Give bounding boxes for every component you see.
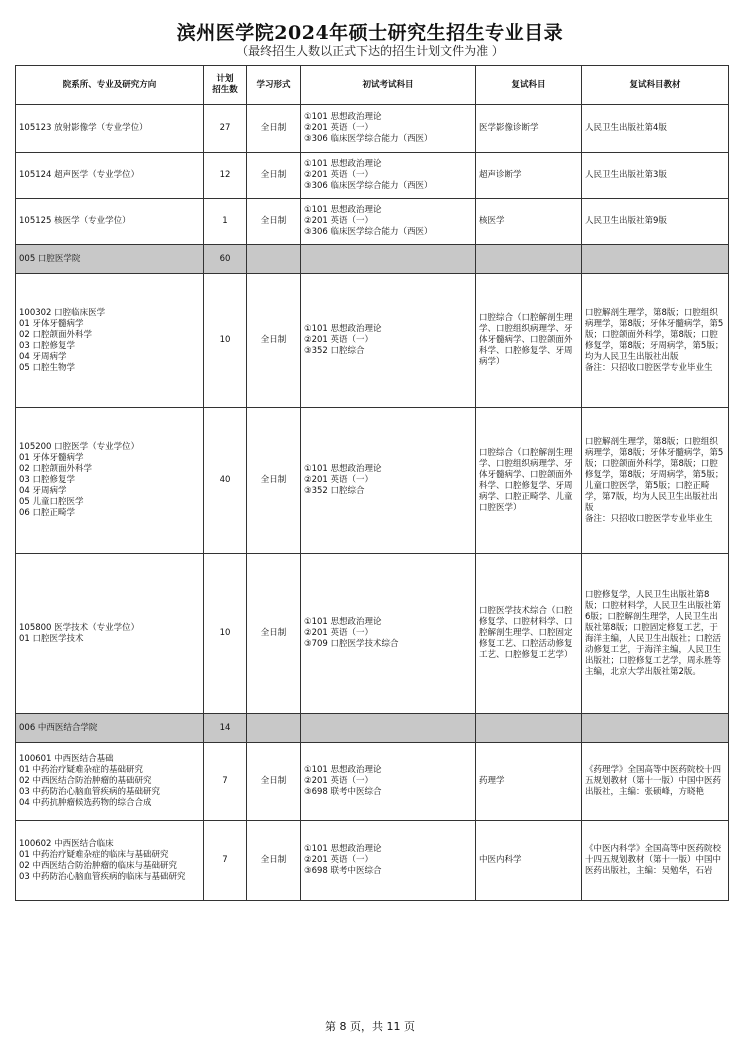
page-subtitle: （最终招生人数以正式下达的招生计划文件为准 ） [236, 44, 504, 58]
cell-dept: 105800 医学技术（专业学位） 01 口腔医学技术 [16, 554, 204, 714]
cell-exam: ①101 思想政治理论 ②201 英语（一） ③352 口腔综合 [301, 274, 476, 408]
cell-plan: 10 [204, 554, 247, 714]
table-row [16, 821, 729, 901]
cell-retest: 超声诊断学 [476, 153, 582, 199]
cell-retest: 中医内科学 [476, 821, 582, 901]
section-row [16, 714, 729, 743]
section-empty [301, 245, 476, 274]
cell-exam: ①101 思想政治理论 ②201 英语（一） ③698 联考中医综合 [301, 821, 476, 901]
cell-retest: 口腔综合（口腔解剖生理学、口腔组织病理学、牙体牙髓病学、口腔颌面外科学、口腔修复学、牙周病学、口腔正畸学、儿童口腔医学） [476, 408, 582, 554]
table-row [16, 105, 729, 153]
cell-mode: 全日制 [247, 554, 301, 714]
table-row [16, 743, 729, 821]
header-dept: 院系所、专业及研究方向 [16, 66, 204, 105]
header-books: 复试科目教材 [582, 66, 729, 105]
cell-retest: 核医学 [476, 199, 582, 245]
cell-books: 人民卫生出版社第4版 [582, 105, 729, 153]
section-empty [247, 245, 301, 274]
section-empty [301, 714, 476, 743]
cell-retest: 药理学 [476, 743, 582, 821]
cell-dept: 105125 核医学（专业学位） [16, 199, 204, 245]
section-dept: 005 口腔医学院 [16, 245, 204, 274]
section-plan: 60 [204, 245, 247, 274]
cell-exam: ①101 思想政治理论 ②201 英语（一） ③698 联考中医综合 [301, 743, 476, 821]
cell-dept: 100302 口腔临床医学 01 牙体牙髓病学 02 口腔颌面外科学 03 口腔修复学 04 牙周病学 05 口腔生物学 [16, 274, 204, 408]
cell-plan: 7 [204, 821, 247, 901]
cell-mode: 全日制 [247, 743, 301, 821]
table-row [16, 554, 729, 714]
cell-exam: ①101 思想政治理论 ②201 英语（一） ③709 口腔医学技术综合 [301, 554, 476, 714]
section-empty [476, 714, 582, 743]
cell-dept: 100602 中西医结合临床 01 中药治疗疑难杂症的临床与基础研究 02 中西医结合防治肿瘤的临床与基础研究 03 中药防治心脑血管疾病的临床与基础研究 [16, 821, 204, 901]
cell-mode: 全日制 [247, 199, 301, 245]
header-exam: 初试考试科目 [301, 66, 476, 105]
cell-exam: ①101 思想政治理论 ②201 英语（一） ③306 临床医学综合能力（西医） [301, 105, 476, 153]
header-plan: 计划 招生数 [204, 66, 247, 105]
section-plan: 14 [204, 714, 247, 743]
cell-mode: 全日制 [247, 408, 301, 554]
section-empty [582, 714, 729, 743]
cell-plan: 12 [204, 153, 247, 199]
cell-exam: ①101 思想政治理论 ②201 英语（一） ③306 临床医学综合能力（西医） [301, 153, 476, 199]
cell-books: 口腔解剖生理学，第8版；口腔组织病理学，第8版；牙体牙髓病学，第5版；口腔颌面外科学，第8版；口腔修复学，第8版；牙周病学，第5版；儿童口腔医学，第5版；口腔正畸学，第7版，均为人民卫生出版社出版 备注：只招收口腔医学专业毕业生 [582, 408, 729, 554]
cell-plan: 27 [204, 105, 247, 153]
section-empty [247, 714, 301, 743]
section-empty [476, 245, 582, 274]
page-footer: 第 8 页，共 11 页 [325, 1020, 415, 1033]
cell-plan: 40 [204, 408, 247, 554]
cell-mode: 全日制 [247, 274, 301, 408]
cell-exam: ①101 思想政治理论 ②201 英语（一） ③352 口腔综合 [301, 408, 476, 554]
cell-books: 《中医内科学》全国高等中医药院校十四五规划教材（第十一版）中国中医药出版社，主编：吴勉华，石岩 [582, 821, 729, 901]
section-dept: 006 中西医结合学院 [16, 714, 204, 743]
cell-books: 人民卫生出版社第9版 [582, 199, 729, 245]
cell-mode: 全日制 [247, 153, 301, 199]
header-mode: 学习形式 [247, 66, 301, 105]
cell-retest: 口腔医学技术综合（口腔修复学、口腔材料学、口腔解剖生理学、口腔固定修复工艺、口腔活动修复工艺、口腔修复工艺学） [476, 554, 582, 714]
cell-mode: 全日制 [247, 821, 301, 901]
table-header-row [16, 66, 729, 105]
cell-dept: 100601 中西医结合基础 01 中药治疗疑难杂症的基础研究 02 中西医结合防治肿瘤的基础研究 03 中药防治心脑血管疾病的基础研究 04 中药抗肿瘤候选药物的综合合成 [16, 743, 204, 821]
cell-retest: 医学影像诊断学 [476, 105, 582, 153]
catalog-table [15, 65, 729, 901]
cell-dept: 105200 口腔医学（专业学位） 01 牙体牙髓病学 02 口腔颌面外科学 03 口腔修复学 04 牙周病学 05 儿童口腔医学 06 口腔正畸学 [16, 408, 204, 554]
cell-mode: 全日制 [247, 105, 301, 153]
cell-plan: 7 [204, 743, 247, 821]
header-retest: 复试科目 [476, 66, 582, 105]
cell-dept: 105123 放射影像学（专业学位） [16, 105, 204, 153]
cell-exam: ①101 思想政治理论 ②201 英语（一） ③306 临床医学综合能力（西医） [301, 199, 476, 245]
cell-dept: 105124 超声医学（专业学位） [16, 153, 204, 199]
table-row [16, 153, 729, 199]
cell-books: 人民卫生出版社第3版 [582, 153, 729, 199]
page-title: 滨州医学院2024年硕士研究生招生专业目录 [176, 22, 564, 44]
section-row [16, 245, 729, 274]
table-row [16, 274, 729, 408]
cell-plan: 10 [204, 274, 247, 408]
cell-books: 《药理学》全国高等中医药院校十四五规划教材（第十一版）中国中医药出版社，主编：张硕峰，方晓艳 [582, 743, 729, 821]
cell-books: 口腔解剖生理学，第8版；口腔组织病理学，第8版；牙体牙髓病学，第5版；口腔颌面外科学，第8版；口腔修复学，第8版；牙周病学，第5版；均为人民卫生出版社出版 备注：只招收口腔医学专业毕业生 [582, 274, 729, 408]
cell-books: 口腔修复学，人民卫生出版社第8版；口腔材料学，人民卫生出版社第6版；口腔解剖生理学，人民卫生出版社第8版；口腔固定修复工艺，于海洋主编，人民卫生出版社；口腔活动修复工艺，于海洋主编，人民卫生出版社；口腔修复工艺学，周永胜等主编，北京大学出版社第2版。 [582, 554, 729, 714]
table-row [16, 408, 729, 554]
cell-retest: 口腔综合（口腔解剖生理学、口腔组织病理学、牙体牙髓病学、口腔颌面外科学、口腔修复学、牙周病学） [476, 274, 582, 408]
section-empty [582, 245, 729, 274]
cell-plan: 1 [204, 199, 247, 245]
table-row [16, 199, 729, 245]
